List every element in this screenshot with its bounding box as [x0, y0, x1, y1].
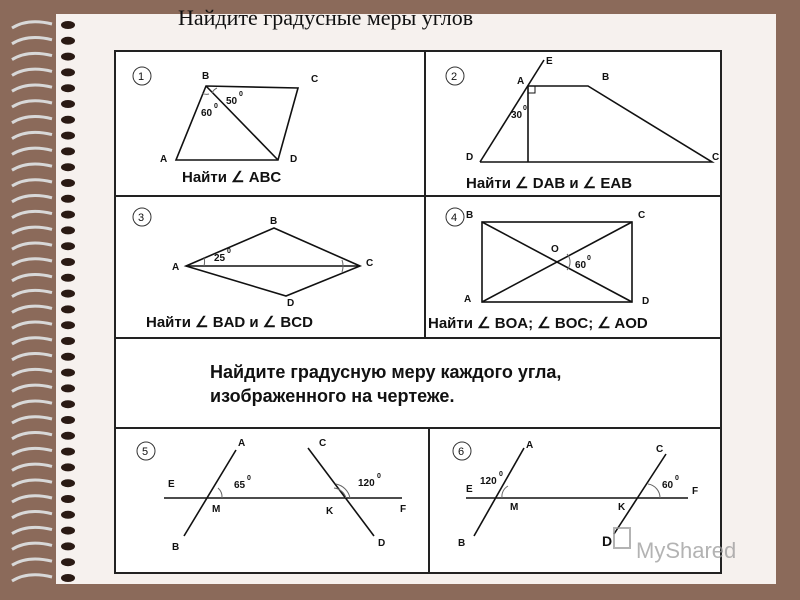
label-m: M: [510, 502, 519, 513]
angle-120: 120: [480, 476, 497, 487]
panel-6-number: 6: [458, 446, 465, 458]
spiral-ring: [12, 384, 75, 392]
svg-text:0: 0: [227, 248, 231, 255]
label-d: D: [466, 152, 474, 163]
task-1: Найти ∠ ABC: [182, 169, 282, 186]
label-c: C: [638, 210, 646, 221]
svg-text:0: 0: [239, 91, 243, 98]
label-f: F: [400, 504, 407, 515]
label-a: A: [160, 154, 168, 165]
instruction-line-2: изображенного на чертеже.: [210, 386, 455, 406]
spiral-ring: [12, 416, 75, 424]
label-c: C: [366, 258, 374, 269]
angle-50: 50: [226, 96, 238, 107]
panel-5-number: 5: [142, 446, 149, 458]
label-d: D: [290, 154, 298, 165]
spiral-ring: [12, 558, 75, 566]
svg-text:0: 0: [214, 103, 218, 110]
label-d: D: [287, 298, 295, 309]
svg-text:0: 0: [675, 475, 679, 482]
task-2: Найти ∠ DAB и ∠ EAB: [466, 175, 633, 192]
spiral-ring: [12, 448, 75, 456]
spiral-ring: [12, 400, 75, 408]
label-c: C: [319, 438, 327, 449]
label-a: A: [238, 438, 246, 449]
worksheet-frame: [115, 51, 721, 573]
task-4: Найти ∠ BOA; ∠ BOC; ∠ AOD: [428, 315, 648, 332]
label-c: C: [656, 444, 664, 455]
svg-text:0: 0: [499, 471, 503, 478]
panel-3-number: 3: [138, 212, 145, 224]
spiral-ring: [12, 495, 75, 503]
spiral-ring: [12, 463, 75, 471]
spiral-ring: [12, 100, 75, 108]
angle-65: 65: [234, 480, 246, 491]
spiral-ring: [12, 542, 75, 550]
worksheet: [114, 50, 737, 578]
label-f: F: [692, 486, 699, 497]
label-b: B: [172, 542, 180, 553]
angle-30: 30: [511, 110, 523, 121]
spiral-ring: [12, 37, 75, 45]
angle-60: 60: [201, 108, 213, 119]
spiral-ring: [12, 337, 75, 345]
label-m: M: [212, 504, 221, 515]
spiral-ring: [12, 511, 75, 519]
angle-120: 120: [358, 478, 375, 489]
page-title: Найдите градусные меры углов: [178, 5, 474, 30]
spiral-binding: [8, 10, 83, 590]
spiral-ring: [12, 479, 75, 487]
label-c: C: [712, 152, 720, 163]
svg-text:0: 0: [247, 475, 251, 482]
spiral-ring: [12, 226, 75, 234]
spiral-ring: [12, 369, 75, 377]
label-e: E: [466, 484, 473, 495]
label-b: B: [202, 71, 210, 82]
task-3: Найти ∠ BAD и ∠ BCD: [146, 314, 313, 331]
spiral-ring: [12, 432, 75, 440]
angle-60: 60: [662, 480, 674, 491]
spiral-ring: [12, 53, 75, 61]
panel-1-number: 1: [138, 71, 145, 83]
spiral-ring: [12, 147, 75, 155]
angle-60: 60: [575, 260, 587, 271]
spiral-ring: [12, 574, 75, 582]
label-d: D: [602, 533, 613, 549]
spiral-ring: [12, 179, 75, 187]
spiral-ring: [12, 84, 75, 92]
spiral-ring: [12, 274, 75, 282]
spiral-ring: [12, 321, 75, 329]
spiral-ring: [12, 132, 75, 140]
spiral-ring: [12, 305, 75, 313]
spiral-ring: [12, 242, 75, 250]
label-k: K: [618, 502, 626, 513]
svg-text:0: 0: [587, 255, 591, 262]
instruction-line-1: Найдите градусную меру каждого угла,: [210, 362, 562, 382]
panel-4-number: 4: [451, 212, 458, 224]
label-b: B: [270, 216, 278, 227]
label-e: E: [546, 56, 553, 67]
label-a: A: [464, 294, 472, 305]
label-e: E: [168, 479, 175, 490]
spiral-ring: [12, 68, 75, 76]
spiral-ring: [12, 290, 75, 298]
label-k: K: [326, 506, 334, 517]
svg-text:0: 0: [377, 473, 381, 480]
spiral-ring: [12, 527, 75, 535]
angle-25: 25: [214, 253, 226, 264]
spiral-ring: [12, 21, 75, 29]
spiral-ring: [12, 163, 75, 171]
label-a: A: [517, 76, 525, 87]
label-d: D: [378, 538, 386, 549]
label-b: B: [458, 538, 466, 549]
label-b: B: [466, 210, 474, 221]
spiral-ring: [12, 353, 75, 361]
label-c: C: [311, 74, 319, 85]
spiral-ring: [12, 211, 75, 219]
label-o: O: [551, 244, 559, 255]
label-a: A: [526, 440, 534, 451]
panel-2-number: 2: [451, 71, 458, 83]
spiral-ring: [12, 258, 75, 266]
label-b: B: [602, 72, 610, 83]
label-d: D: [642, 296, 650, 307]
label-a: A: [172, 262, 180, 273]
spiral-ring: [12, 195, 75, 203]
watermark-text: MyShared: [636, 538, 737, 563]
svg-text:0: 0: [523, 105, 527, 112]
spiral-ring: [12, 116, 75, 124]
